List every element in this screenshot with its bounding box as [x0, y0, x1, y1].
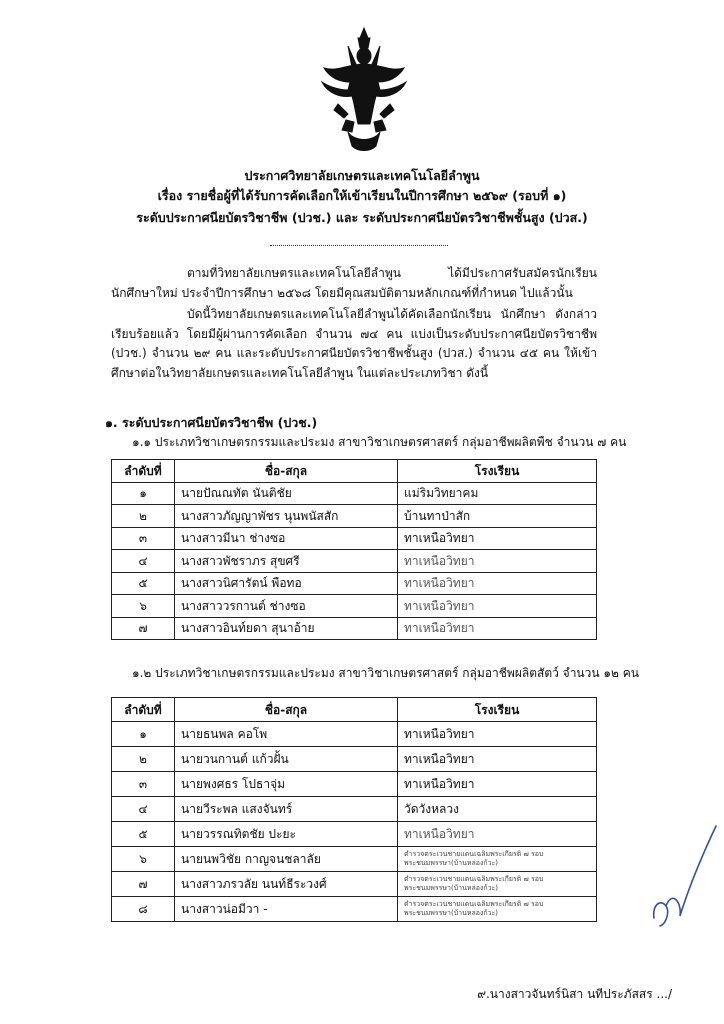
row-name: นายวีระพล แสงจันทร์ [175, 797, 398, 822]
table-header-row [112, 460, 597, 483]
group-title-animal: ๑.๒ ประเภทวิชาเกษตรกรรมและประมง สาขาวิชาเกษตรศาสตร์ กลุ่มอาชีพผลิตสัตว์ จำนวน ๑๒ คน [132, 666, 639, 680]
row-school: ทาเหนือวิทยา [398, 747, 597, 772]
row-school: ทาเหนือวิทยา [398, 617, 597, 640]
selection-paragraph: บัดนี้วิทยาลัยเกษตรและเทคโนโลยีลำพูนได้คัดเลือกนักเรียน นักศึกษา ดังกล่าวเรียบร้อยแล้ว โดยมีผู้ผ่านการคัดเลือก จำนวน ๗๔ คน แบ่งเป็นระดับประกาศนียบัตรวิชาชีพ (ปวช.) จำนวน ๒๙ คน และระดับประกาศนียบัตรวิชาชีพชั้นสูง (ปวส.) จำนวน ๔๕ คน ให้เข้าศึกษาต่อในวิทยาลัยเกษตรและเทคโนโลยีลำพูน ในแต่ละประเภทวิชา ดังนี้ [111, 307, 597, 380]
table-row [112, 897, 597, 922]
row-name: นางสาวพัชราภร สุขศรี [175, 550, 398, 573]
table-row [112, 617, 597, 640]
table-header-row [112, 698, 597, 722]
row-number: ๔ [112, 797, 175, 822]
announcement-subject: เรื่อง รายชื่อผู้ที่ได้รับการคัดเลือกให้เข้าเรียนในปีการศึกษา ๒๕๖๙ (รอบที่ ๑) [157, 188, 567, 203]
row-number: ๗ [112, 872, 175, 897]
table-row [112, 872, 597, 897]
table-row [112, 772, 597, 797]
row-number: ๖ [112, 595, 175, 618]
row-number: ๓ [112, 772, 175, 797]
table-animal-production [111, 697, 597, 922]
row-school: ตำรวจตระเวนชายแดนเฉลิมพระเกียรติ ๗ รอบ พระชนมพรรษา(บ้านหล่องก้วะ) [398, 872, 597, 897]
separator-dots [270, 245, 448, 246]
column-header-school: โรงเรียน [398, 698, 597, 722]
row-number: ๖ [112, 847, 175, 872]
continued-note: ๙.นางสาวจันทร์นิสา นทีประภัสสร .../ [477, 987, 672, 1001]
row-school: ทาเหนือวิทยา [398, 550, 597, 573]
row-name: นางสาวน่อมีวา - [175, 897, 398, 922]
announcement-title: ประกาศวิทยาลัยเกษตรและเทคโนโลยีลำพูน [244, 168, 480, 183]
row-number: ๔ [112, 550, 175, 573]
row-school: ตำรวจตระเวนชายแดนเฉลิมพระเกียรติ ๗ รอบ พระชนมพรรษา(บ้านหล่องก้วะ) [398, 847, 597, 872]
row-school: ทาเหนือวิทยา [398, 572, 597, 595]
table-plant-production [111, 459, 597, 640]
table-row [112, 595, 597, 618]
row-name: นางสาวนิศารัตน์ พือทอ [175, 572, 398, 595]
row-name: นางสาวมีนา ช่างซอ [175, 527, 398, 550]
row-number: ๑ [112, 722, 175, 747]
section-title: ๑. ระดับประกาศนียบัตรวิชาชีพ (ปวช.) [105, 415, 318, 430]
row-name: นายนพวิชัย กาญจนชลาลัย [175, 847, 398, 872]
garuda-emblem-icon [318, 24, 410, 156]
table-row [112, 847, 597, 872]
row-name: นางสาวอินท์ยดา สุนาอ้าย [175, 617, 398, 640]
table-row [112, 572, 597, 595]
table-row [112, 797, 597, 822]
intro-paragraph: ตามที่วิทยาลัยเกษตรและเทคโนโลยีลำพูน ได้มีประกาศรับสมัครนักเรียน นักศึกษาใหม่ ประจำปีการศึกษา ๒๕๖๘ โดยมีคุณสมบัติตามหลักเกณฑ์ที่กำหนด ไปแล้วนั้น [111, 266, 597, 300]
row-number: ๒ [112, 747, 175, 772]
row-school: ทาเหนือวิทยา [398, 527, 597, 550]
row-name: นางสาวภัญญาพัชร นุนพนัสสัก [175, 505, 398, 528]
signature-mark [650, 820, 720, 930]
row-school: ทาเหนือวิทยา [398, 595, 597, 618]
row-number: ๓ [112, 527, 175, 550]
row-number: ๘ [112, 897, 175, 922]
group-title-plant: ๑.๑ ประเภทวิชาเกษตรกรรมและประมง สาขาวิชาเกษตรศาสตร์ กลุ่มอาชีพผลิตพืช จำนวน ๗ คน [132, 435, 627, 449]
column-header-no: ลำดับที่ [112, 698, 175, 722]
row-school: บ้านทาป่าสัก [398, 505, 597, 528]
row-school: ทาเหนือวิทยา [398, 822, 597, 847]
table-row [112, 482, 597, 505]
row-school: วัดวังหลวง [398, 797, 597, 822]
column-header-school: โรงเรียน [398, 460, 597, 483]
row-number: ๕ [112, 822, 175, 847]
column-header-name: ชื่อ-สกุล [175, 460, 398, 483]
row-name: นางสาวภรวลัย นนท์ธีระวงศ์ [175, 872, 398, 897]
row-school: ตำรวจตระเวนชายแดนเฉลิมพระเกียรติ ๗ รอบ พระชนมพรรษา(บ้านหล่องก้วะ) [398, 897, 597, 922]
row-name: นายพงศธร โปธาจุ่ม [175, 772, 398, 797]
announcement-level: ระดับประกาศนียบัตรวิชาชีพ (ปวช.) และ ระดับประกาศนียบัตรวิชาชีพชั้นสูง (ปวส.) [136, 210, 588, 225]
column-header-no: ลำดับที่ [112, 460, 175, 483]
row-school: ทาเหนือวิทยา [398, 772, 597, 797]
table-row [112, 527, 597, 550]
row-name: นายธนพล คอโพ [175, 722, 398, 747]
row-name: นายวรรณทิตชัย ปะยะ [175, 822, 398, 847]
table-row [112, 747, 597, 772]
table-row [112, 722, 597, 747]
row-name: นายวนกานต์ แก้วฝั้น [175, 747, 398, 772]
row-school: ทาเหนือวิทยา [398, 722, 597, 747]
row-number: ๒ [112, 505, 175, 528]
row-number: ๗ [112, 617, 175, 640]
row-name: นางสาววรกานต์ ช่างซอ [175, 595, 398, 618]
row-number: ๑ [112, 482, 175, 505]
table-row [112, 505, 597, 528]
row-school: แม่ริมวิทยาคม [398, 482, 597, 505]
table-row [112, 822, 597, 847]
row-name: นายปัณณทัต นันติชัย [175, 482, 398, 505]
table-row [112, 550, 597, 573]
row-number: ๕ [112, 572, 175, 595]
column-header-name: ชื่อ-สกุล [175, 698, 398, 722]
